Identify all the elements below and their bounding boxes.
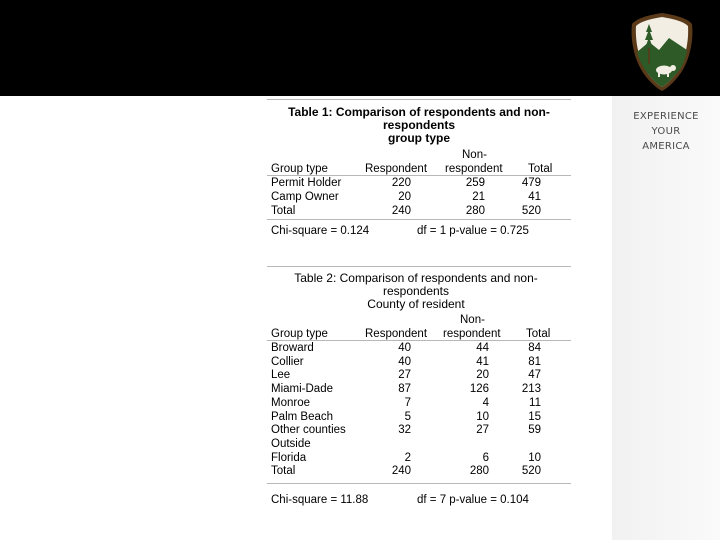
header-rule [267,340,571,341]
cell-total: 11 [529,396,541,409]
row-label: Total [271,465,296,478]
row-label: Florida [271,451,307,464]
cell-total: 520 [521,465,541,478]
table-bottom-rule [267,483,571,484]
tagline-line-1: EXPERIENCE [633,111,699,122]
caption-line: Table 1: Comparison of respondents and non- [288,105,550,119]
header-bar [0,0,720,96]
cell-total: 15 [528,410,541,423]
table-caption [267,106,571,145]
row-label: Total [271,205,296,217]
cell-respondent: 40 [398,342,411,354]
tagline [612,109,720,154]
header-nonrespondent-1: Non- [462,149,487,161]
caption-line: respondents [382,118,455,132]
header-total: Total [526,328,551,340]
header-nonrespondent-2: respondent [443,328,501,340]
row-label: Outside [271,437,311,450]
cell-respondent: 2 [404,451,411,464]
cell-nonrespondent: 126 [469,383,489,396]
row-label: Other counties [271,424,346,437]
table-1 [267,99,571,244]
cell-nonrespondent: 10 [476,410,489,423]
chi-square: Chi-square = 0.124 [271,225,370,237]
cell-nonrespondent: 4 [482,396,489,409]
cell-respondent: 240 [391,465,411,478]
cell-respondent: 32 [398,424,411,437]
cell-nonrespondent: 44 [476,342,489,354]
cell-total: 479 [521,177,541,189]
row-label: Miami-Dade [271,383,333,396]
cell-respondent: 220 [391,177,411,189]
row-label: Collier [271,355,304,368]
cell-respondent: 27 [398,369,411,382]
cell-respondent: 87 [398,383,411,396]
table-top-rule [267,266,571,267]
row-label: Camp Owner [271,191,339,203]
chi-square: Chi-square = 11.88 [271,494,369,506]
cell-nonrespondent: 20 [476,369,489,382]
cell-total: 47 [528,369,541,382]
caption-line: group type [388,131,450,145]
cell-total: 213 [521,383,541,396]
header-group-type: Group type [271,163,328,175]
side-panel [612,96,720,540]
cell-respondent: 40 [398,355,411,368]
cell-nonrespondent: 280 [469,465,489,478]
cell-total: 81 [528,355,541,368]
caption-line: County of resident [367,297,465,311]
cell-total: 10 [528,451,541,464]
df-p-value: df = 1 p-value = 0.725 [417,225,529,237]
caption-line: respondents [382,284,450,298]
cell-total: 59 [528,424,541,437]
row-label: Palm Beach [271,410,334,423]
table-bottom-rule [267,219,571,220]
row-label: Broward [271,342,314,354]
table-top-rule [267,99,571,100]
cell-nonrespondent: 27 [476,424,489,437]
cell-nonrespondent: 41 [476,355,489,368]
cell-respondent: 240 [391,205,411,217]
header-respondent: Respondent [365,163,428,175]
cell-total: 41 [528,191,541,203]
cell-respondent: 20 [398,191,411,203]
header-group-type: Group type [271,328,328,340]
header-respondent: Respondent [365,328,428,340]
row-label: Monroe [271,396,310,409]
header-rule [267,175,571,176]
nps-arrowhead-logo [629,12,695,92]
cell-nonrespondent: 21 [472,191,485,203]
cell-respondent: 7 [404,396,411,409]
cell-nonrespondent: 259 [465,177,485,189]
row-label: Lee [271,369,291,382]
cell-respondent: 5 [404,410,411,423]
row-label: Permit Holder [271,177,342,189]
cell-nonrespondent: 6 [482,451,489,464]
header-nonrespondent-1: Non- [460,314,485,326]
header-nonrespondent-2: respondent [445,163,503,175]
cell-total: 84 [528,342,541,354]
caption-line: Table 2: Comparison of respondents and non- [294,271,538,285]
tagline-line-3: AMERICA [642,141,690,152]
df-p-value: df = 7 p-value = 0.104 [417,494,529,506]
cell-total: 520 [521,205,541,217]
cell-nonrespondent: 280 [465,205,485,217]
tagline-line-2: YOUR [651,126,681,137]
table-2 [267,266,571,516]
header-total: Total [528,163,553,175]
table-caption [264,272,568,311]
